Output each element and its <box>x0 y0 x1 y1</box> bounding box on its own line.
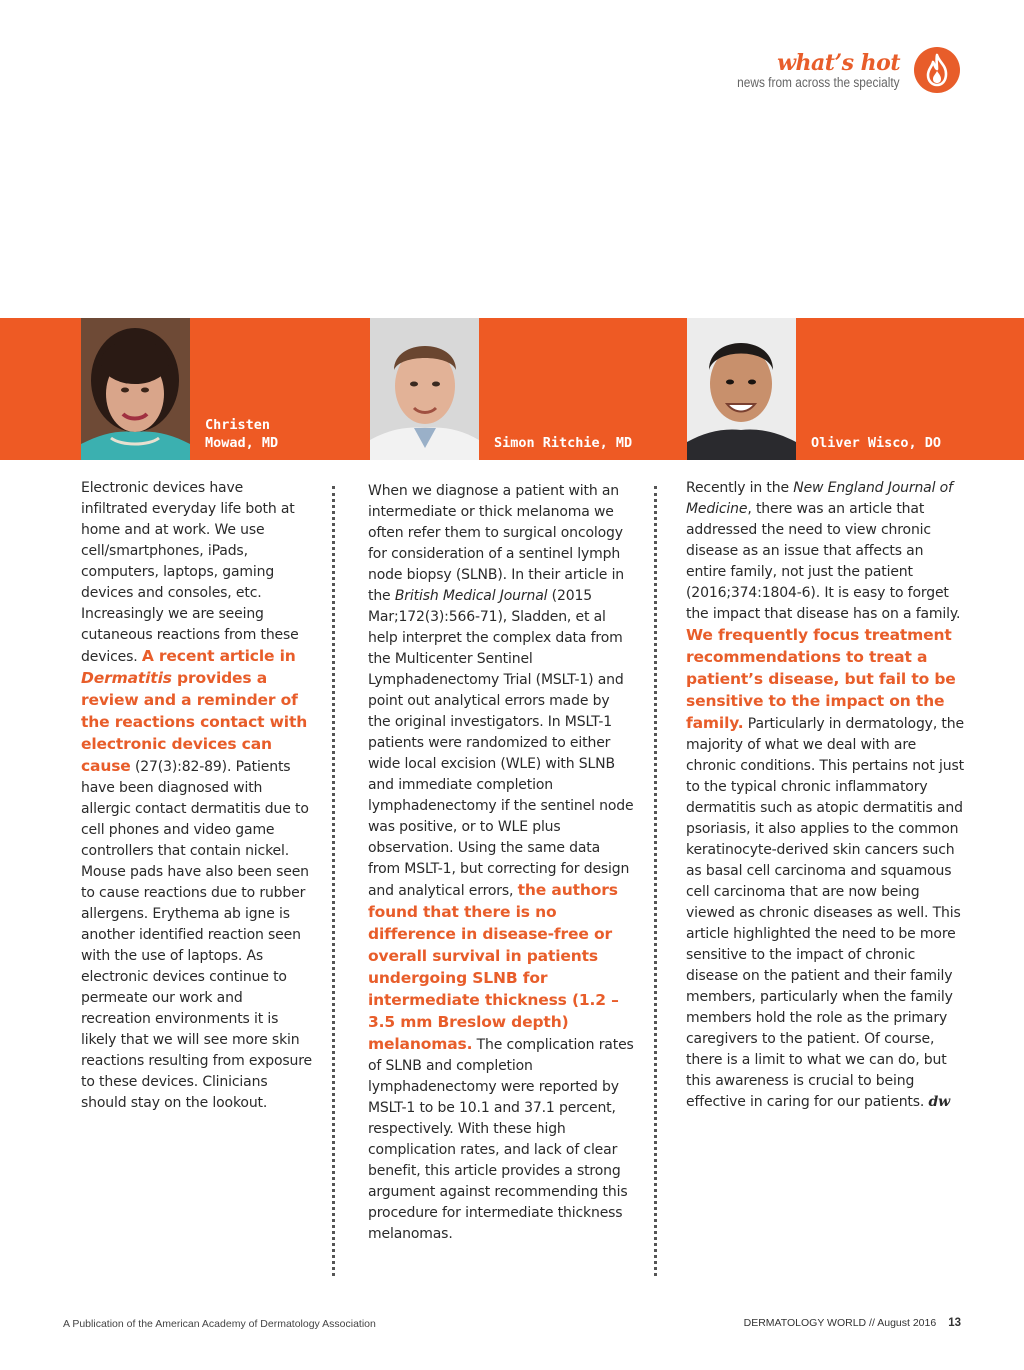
flame-icon <box>914 47 960 93</box>
footer-publisher: A Publication of the American Academy of Dermatology Association <box>63 1318 376 1330</box>
article-column-2 <box>368 481 636 1245</box>
body-text: When we diagnose a patient with an intermediate or thick melanoma we often refer them to surgical oncology for consideration of a sentinel lymph node biopsy (SLNB). In their article in the <box>368 483 625 604</box>
column-divider <box>332 486 335 1276</box>
author-photo-ritchie <box>370 318 479 460</box>
body-text: Particularly in dermatology, the majority of what we deal with are chronic conditions. This pertains not just to the typical chronic inflammatory dermatitis such as atopic dermatitis and psoriasis, it also applies to the common keratinocyte-derived skin cancers such as basal cell carcinoma and squamous cell carcinoma that are now being viewed as chronic diseases as well. This article highlighted the need to be more sensitive to the impact of chronic disease on the patient and their family members, particularly when the family members hold the role as the primary caregivers to the patient. Of course, there is a limit to what we can do, but this awareness is crucial to being effective in caring for our patients. <box>686 716 964 1110</box>
author-name-ritchie: Simon Ritchie, MD <box>494 435 633 451</box>
body-text: (2015 Mar;172(3):566-71), Sladden, et al help interpret the complex data from the Multicenter Sentinel Lymphadenectomy Trial (MSLT-1) and point out analytical errors made by the original investigators. In MSLT-1 patients were randomized to either wide local excision (WLE) with SLNB and immediate completion lymphadenectomy if the sentinel node was positive, or to WLE plus observation. Using the same data from MSLT-1, but correcting for design and analytical errors, <box>368 588 634 899</box>
highlight-text: We frequently focus treatment recommendations to treat a patient’s disease, but fail to be sensitive to the impact on the family. <box>686 626 956 732</box>
column-1-text <box>81 478 313 1114</box>
page-number: 13 <box>948 1317 961 1329</box>
column-3-text <box>686 478 966 1113</box>
highlight-text: the authors found that there is no difference in disease-free or overall survival in patients undergoing SLNB for intermediate thickness (1.2 – 3.5 mm Breslow depth) melanomas. <box>368 881 619 1053</box>
author-name-wisco: Oliver Wisco, DO <box>811 435 942 451</box>
section-header <box>715 50 900 91</box>
article-column-3 <box>686 478 966 1113</box>
body-text: Electronic devices have infiltrated everyday life both at home and at work. We use cell/smartphones, iPads, computers, laptops, gaming devices and consoles, etc. Increasingly we are seeing cutaneous reactions from these devices. <box>81 480 299 665</box>
body-text: Recently in the <box>686 480 794 496</box>
footer-publication <box>744 1317 961 1329</box>
body-text: , there was an article that addressed the need to view chronic disease as an issue that affects an entire family, not just the patient (2016;374:1804-6). It is easy to forget the impact that disease has on a family. <box>686 501 961 622</box>
section-subtitle: news from across the specialty <box>737 75 900 90</box>
end-mark: dw <box>928 1094 951 1110</box>
column-divider <box>654 486 657 1276</box>
journal-name: British Medical Journal <box>394 588 548 604</box>
body-text: The complication rates of SLNB and completion lymphadenectomy were reported by MSLT-1 to be 10.1 and 37.1 percent, respectively. With these high complication rates, and lack of clear benefit, this article provides a strong argument against recommending this procedure for intermediate thickness melanomas. <box>368 1037 634 1242</box>
body-text: (27(3):82-89). Patients have been diagnosed with allergic contact dermatitis due to cell phones and video game controllers that contain nickel. Mouse pads have also been seen to cause reactions due to rubber allergens. Erythema ab igne is another identified reaction seen with the use of laptops. As electronic devices continue to permeate our work and recreation environments it is likely that we will see more skin reactions resulting from exposure to these devices. Clinicians should stay on the lookout. <box>81 759 313 1111</box>
article-column-1 <box>81 478 313 1114</box>
column-2-text <box>368 481 636 1245</box>
highlight-part: provides a review and a reminder of the reactions contact with electronic devices can cause <box>81 669 308 775</box>
publication-issue: DERMATOLOGY WORLD // August 2016 <box>743 1317 937 1329</box>
author-photo-wisco <box>687 318 796 460</box>
author-photo-mowad <box>81 318 190 460</box>
journal-name: New England Journal of Medicine <box>686 480 953 517</box>
highlight-part: A recent article in <box>141 647 296 665</box>
highlight-text <box>81 647 307 775</box>
author-name-mowad: Christen Mowad, MD <box>205 417 279 451</box>
journal-name: Dermatitis <box>81 669 172 687</box>
section-title: what’s hot <box>777 50 900 76</box>
